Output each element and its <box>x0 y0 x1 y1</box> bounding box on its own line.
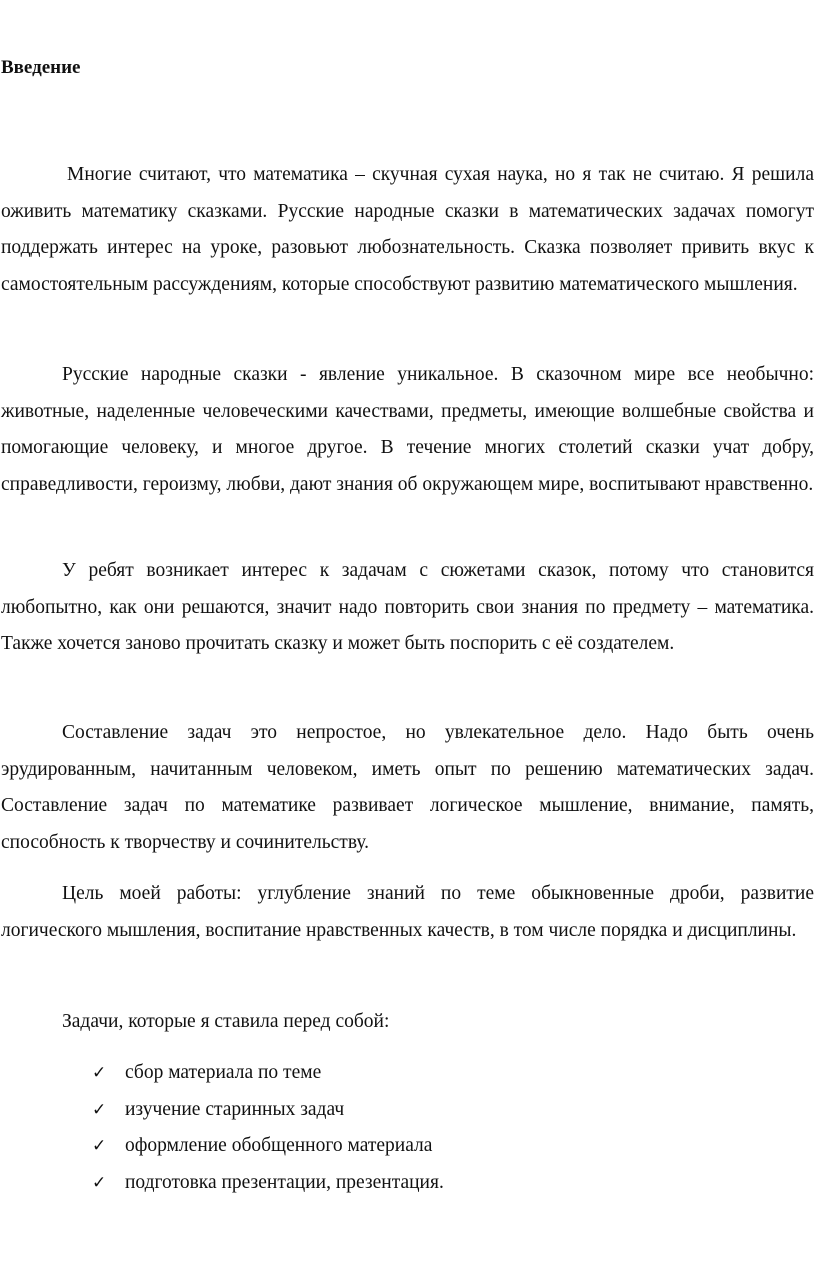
task-text: подготовка презентации, презентация. <box>125 1171 444 1193</box>
paragraph-folk-tales: Русские народные сказки - явление уникальное. В сказочном мире все необычно: животные, наделенные человеческими качествами, предметы, имеющие волшебные свойства и помогающие человеку, и многое другое. В течение многих столетий сказки учат добру, справедливости, героизму, любви, дают знания об окружающем мире, воспитывают нравственно. <box>1 364 814 495</box>
list-item <box>92 1128 444 1165</box>
checkmark-icon: ✓ <box>92 1099 107 1120</box>
paragraph-tasks-intro: Задачи, которые я ставила перед собой: <box>62 1011 390 1032</box>
paragraph-interest: У ребят возникает интерес к задачам с сюжетами сказок, потому что становится любопытно, как они решаются, значит надо повторить свои знания по предмету – математика. Также хочется заново прочитать сказку и может быть поспорить с её создателем. <box>1 560 814 654</box>
list-item <box>92 1165 444 1202</box>
paragraph-intro: Многие считают, что математика – скучная сухая наука, но я так не считаю. Я решила оживить математику сказками. Русские народные сказки в математических задачах помогут поддержать интерес на уроке, разовьют любознательность. Сказка позволяет привить вкус к самостоятельным рассуждениям, которые способствуют развитию математического мышления. <box>1 164 814 295</box>
paragraph-composing-tasks: Составление задач это непростое, но увлекательное дело. Надо быть очень эрудированным, начитанным человеком, иметь опыт по решению математических задач. Составление задач по математике развивает логическое мышление, внимание, память, способность к творчеству и сочинительству. <box>1 722 814 853</box>
paragraph-goal: Цель моей работы: углубление знаний по теме обыкновенные дроби, развитие логического мышления, воспитание нравственных качеств, в том числе порядка и дисциплины. <box>1 883 814 941</box>
task-text: изучение старинных задач <box>125 1098 345 1120</box>
checkmark-icon: ✓ <box>92 1063 107 1084</box>
task-list <box>92 1055 444 1201</box>
task-text: сбор материала по теме <box>125 1062 322 1084</box>
checkmark-icon: ✓ <box>92 1172 107 1193</box>
page-title: Введение <box>1 57 81 78</box>
list-item <box>92 1055 444 1092</box>
task-text: оформление обобщенного материала <box>125 1135 433 1157</box>
list-item <box>92 1092 444 1129</box>
checkmark-icon: ✓ <box>92 1136 107 1157</box>
